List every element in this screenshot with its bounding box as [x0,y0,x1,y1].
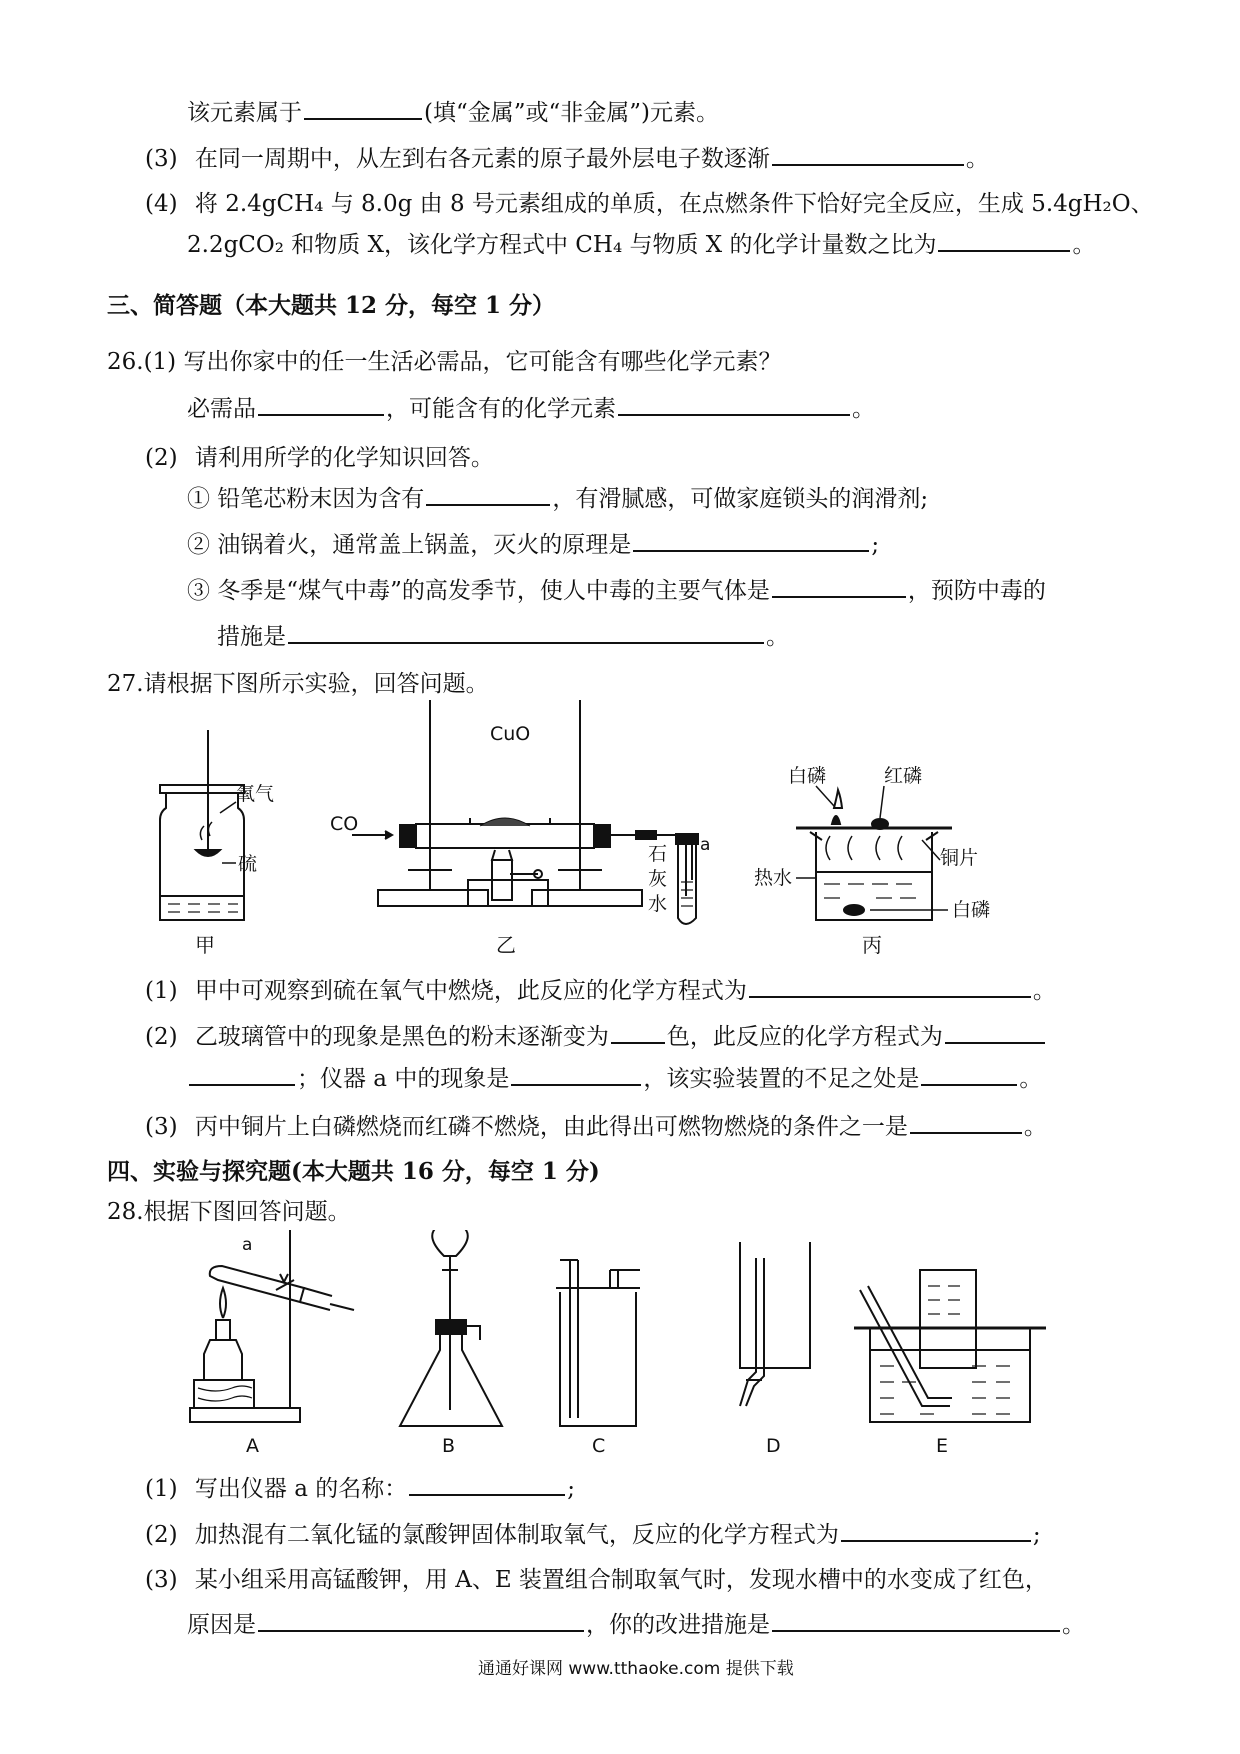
q27-part3 [145,1110,1047,1143]
caption-b: B [442,1435,456,1457]
text: 。 [1062,1612,1085,1638]
label-a: a [242,1235,253,1255]
answer-blank[interactable] [749,974,1031,998]
q26-sub1 [187,482,928,515]
answer-blank[interactable] [921,1062,1017,1086]
text: 丙中铜片上白磷燃烧而红磷不燃烧，由此得出可燃物燃烧的条件之一是 [194,1114,908,1140]
label-co: CO [330,813,359,835]
answer-blank[interactable] [258,1608,584,1632]
text: ③ 冬季是“煤气中毒”的高发季节，使人中毒的主要气体是 [187,578,770,604]
text: 写出仪器 a 的名称： [194,1476,408,1502]
label-limewater-3: 水 [648,893,668,915]
label-copper-sheet: 铜片 [940,847,979,869]
q26-sub3-line2 [217,620,789,653]
text: 某小组采用高锰酸钾，用 A、E 装置组合制取氧气时，发现水槽中的水变成了红色， [194,1567,1048,1593]
caption-c: C [592,1435,606,1457]
text: ② 油锅着火，通常盖上锅盖，灭火的原理是 [187,532,632,558]
answer-blank[interactable] [945,1020,1045,1044]
answer-blank[interactable] [511,1062,641,1086]
text: 。 [852,396,875,422]
part-number: (2) [145,1522,178,1548]
answer-blank[interactable] [772,1608,1060,1632]
label-sulfur: 硫 [238,853,258,875]
caption-e: E [936,1435,949,1457]
caption-a: A [246,1435,259,1457]
text: ; [1032,1522,1041,1548]
q26-part1: 26.(1) 写出你家中的任一生活必需品，它可能含有哪些化学元素？ [107,349,782,375]
text: 色，此反应的化学方程式为 [666,1024,943,1050]
answer-blank[interactable] [618,392,850,416]
text: ，预防中毒的 [907,578,1046,604]
caption-bing: 丙 [862,933,882,957]
answer-blank[interactable] [611,1020,665,1044]
q28-part1 [145,1472,575,1505]
label-limewater-1: 石 [648,843,668,865]
label-white-phosphorus-2: 白磷 [952,899,991,921]
q28-part2 [145,1518,1041,1551]
q26-part2 [145,442,494,474]
q25-part4 [145,188,1154,220]
text: 原因是 [187,1612,256,1638]
answer-blank[interactable] [189,1062,295,1086]
q26-part1-line2 [187,392,875,425]
text: 将 2.4gCH₄ 与 8.0g 由 8 号元素组成的单质，在点燃条件下恰好完全反应，生成 5.4gH₂O、 [194,191,1154,217]
jar-water-lines [168,904,238,912]
q25-line-a [187,96,719,129]
part-number: (4) [145,191,178,217]
text: 。 [1032,978,1056,1004]
answer-blank[interactable] [938,228,1070,252]
page-footer: 通通好课网 www.tthaoke.com 提供下载 [478,1659,794,1679]
text: ，有滑腻感，可做家庭锁头的润滑剂; [552,486,929,512]
apparatus-d [740,1242,810,1406]
text: 请利用所学的化学知识回答。 [194,445,494,471]
answer-blank[interactable] [910,1110,1022,1134]
part-number: (1) [145,978,178,1004]
caption-jia: 甲 [195,933,215,957]
part-number: (3) [145,1114,178,1140]
q28-part3-line2 [187,1608,1085,1641]
q27-intro: 27.请根据下图所示实验，回答问题。 [107,671,489,697]
jar-jia [160,730,244,920]
part-number: (1) [145,1476,178,1502]
apparatus-bing [796,786,952,920]
hot-water-lines [824,884,916,898]
label-a: a [700,835,711,855]
text: 。 [1019,1066,1043,1092]
text: ① 铅笔芯粉末因为含有 [187,486,425,512]
answer-blank[interactable] [772,574,906,598]
text: 加热混有二氧化锰的氯酸钾固体制取氧气，反应的化学方程式为 [194,1522,839,1548]
q26-sub3 [187,574,1046,607]
text: 。 [766,624,789,650]
text: 甲中可观察到硫在氧气中燃烧，此反应的化学方程式为 [194,978,747,1004]
q27-part2-line2 [187,1062,1042,1095]
q25-part4-line2 [187,228,1095,261]
text: ，你的改进措施是 [586,1612,770,1638]
q25-part3 [145,142,989,175]
text: 乙玻璃管中的现象是黑色的粉末逐渐变为 [194,1024,609,1050]
q27-part1 [145,974,1056,1007]
section-4-title: 四、实验与探究题(本大题共 16 分，每空 1 分) [107,1158,600,1185]
answer-blank[interactable] [409,1472,565,1496]
answer-blank[interactable] [841,1518,1031,1542]
section-3-title: 三、简答题（本大题共 12 分，每空 1 分） [107,292,556,319]
q28-figure [180,1230,1140,1460]
text: 在同一周期中，从左到右各元素的原子最外层电子数逐渐 [194,146,770,172]
label-hot-water: 热水 [754,867,793,889]
label-cuo: CuO [490,723,531,745]
answer-blank[interactable] [426,482,550,506]
caption-yi: 乙 [496,933,516,957]
label-oxygen: 氧气 [236,783,275,805]
answer-blank[interactable] [288,620,764,644]
apparatus-c [556,1260,640,1426]
answer-blank[interactable] [258,392,384,416]
answer-blank[interactable] [304,96,422,120]
part-number: (3) [145,1567,178,1593]
apparatus-a [190,1230,354,1422]
text: ，可能含有的化学元素 [386,396,616,422]
q26-sub2 [187,528,879,561]
apparatus-b [400,1230,502,1426]
text: 2.2gCO₂ 和物质 X，该化学方程式中 CH₄ 与物质 X 的化学计量数之比为 [187,232,937,258]
q28-part3 [145,1564,1048,1596]
q27-part2 [145,1020,1047,1053]
part-number: (3) [145,146,178,172]
q28-intro: 28.根据下图回答问题。 [107,1199,351,1225]
part-number: (2) [145,1024,178,1050]
label-white-phosphorus: 白磷 [788,765,827,787]
answer-blank[interactable] [633,528,869,552]
text: 必需品 [187,396,256,422]
text: ; [567,1476,575,1502]
text: 。 [1072,232,1096,258]
text: 措施是 [217,624,286,650]
text: 该元素属于 [187,100,302,126]
text: ，该实验装置的不足之处是 [643,1066,920,1092]
label-red-phosphorus: 红磷 [884,765,923,787]
apparatus-e [854,1270,1046,1422]
caption-d: D [766,1435,781,1457]
text: ; [871,532,880,558]
answer-blank[interactable] [772,142,964,166]
q27-figure [140,700,1120,960]
label-limewater-2: 灰 [648,868,668,890]
text: ；仪器 a 中的现象是 [297,1066,510,1092]
part-number: (2) [145,445,178,471]
text: 。 [1023,1114,1047,1140]
text: 。 [965,146,989,172]
text: (填“金属”或“非金属”)元素。 [424,100,719,126]
